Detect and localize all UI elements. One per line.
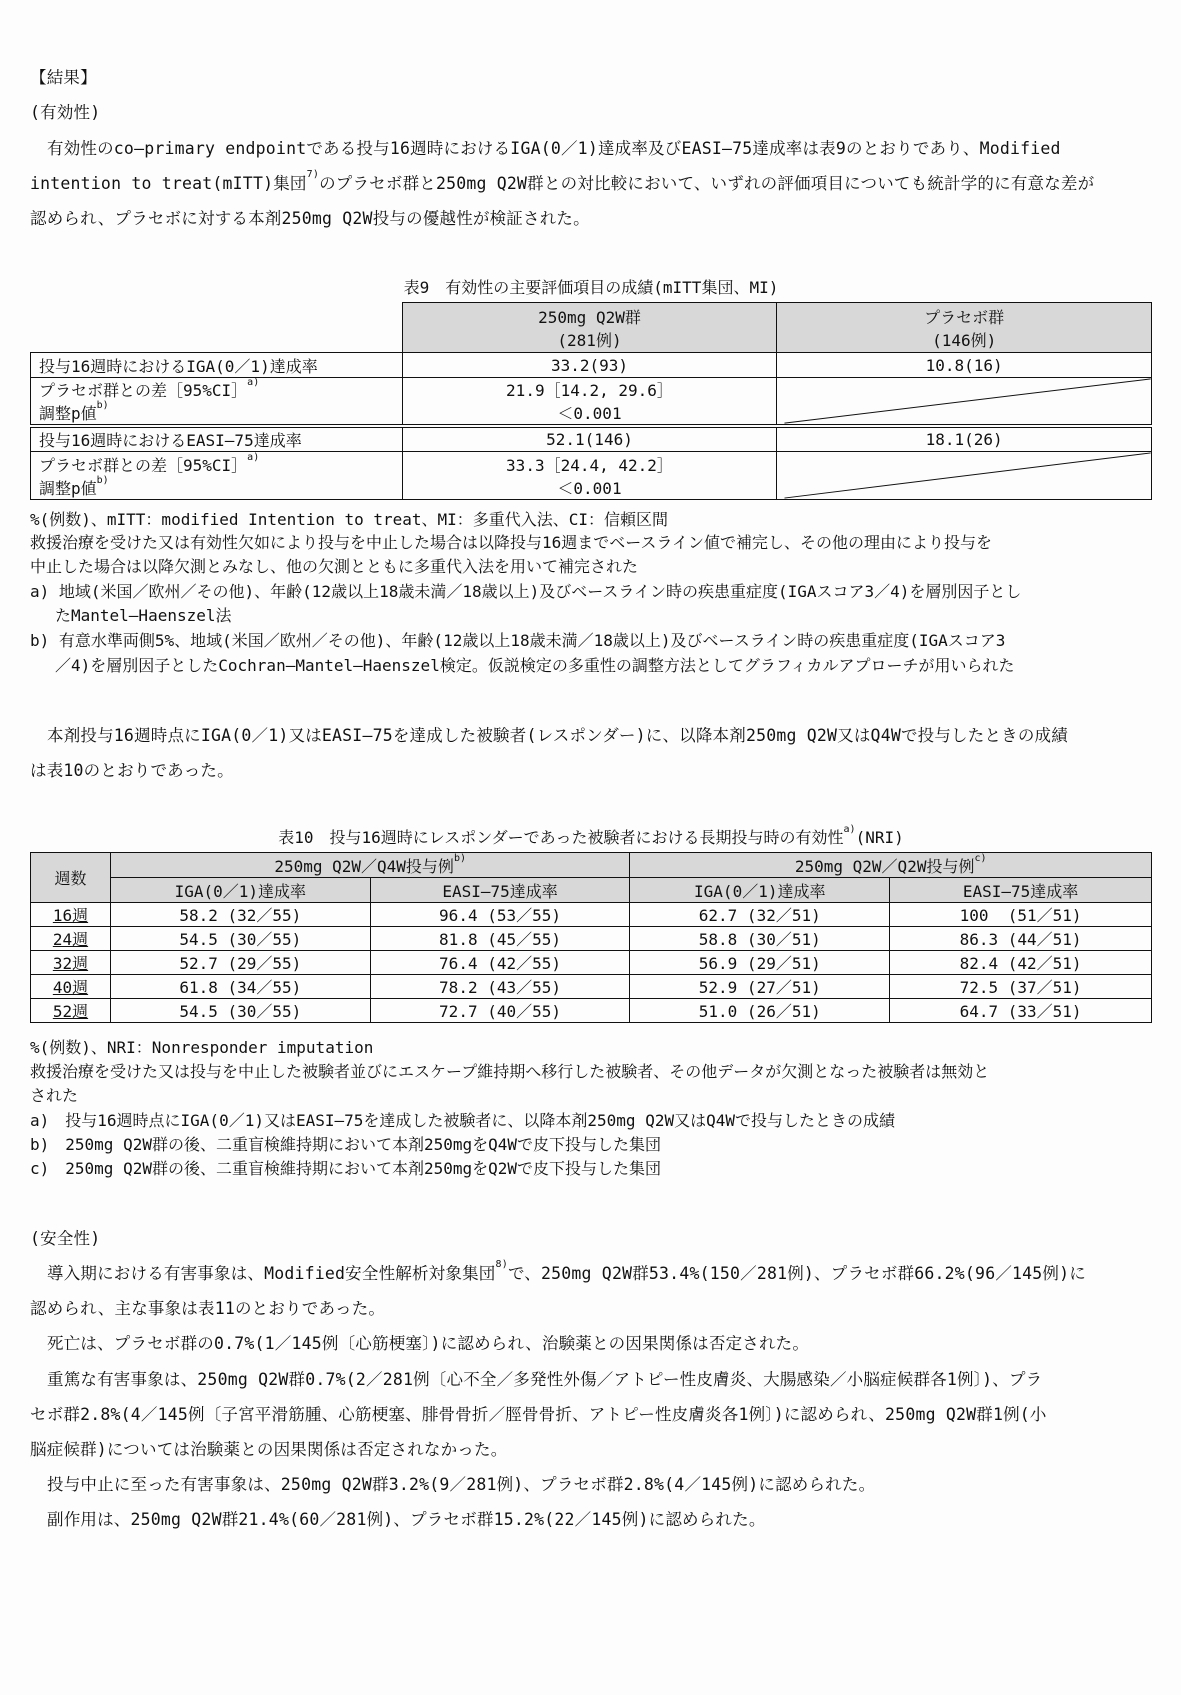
serious-ae-line3: 脳症候群)については治験薬との因果関係は否定されなかった。: [30, 1440, 508, 1459]
table-row: プラセボ群との差［95%CI］$^{a)}$ 調整p値$^{b)}$ 33.3［24.4, 42.2］ ＜0.001: [31, 452, 1152, 500]
table-row: プラセボ群との差［95%CI］$^{a)}$ 調整p値$^{b)}$ 21.9［14.2, 29.6］ ＜0.001: [31, 378, 1152, 427]
table9-footnote-a: a) 地域(米国／欧州／その他)、年齢(12歳以上18歳未満／18歳以上)及びベースライン時の疾患重症度(IGAスコア3／4)を層別因子とし: [30, 582, 1022, 601]
table9-note: %(例数)、mITT：modified Intention to treat、MI：多重代入法、CI：信頼区間: [30, 510, 669, 529]
death-paragraph: 死亡は、プラセボ群の0.7%(1／145例〔心筋梗塞〕)に認められ、治験薬との因果関係は否定された。: [47, 1334, 810, 1353]
table9-footnote-b-cont: ／4)を層別因子としたCochran—Mantel—Haenszel検定。仮説検定の多重性の調整方法としてグラフィカルアプローチが用いられた: [55, 656, 1015, 675]
table10-group-header-q2w: 250mg Q2W／Q2W投与例$^{c)}$: [630, 853, 1152, 878]
table9-note: 中止した場合は以降欠測とみなし、他の欠測とともに多重代入法を用いて補完された: [30, 557, 639, 576]
table10-footnote-c: c) 250mg Q2W群の後、二重盲検維持期において本剤250mgをQ2Wで皮下投与した集団: [30, 1159, 662, 1178]
safety-paragraph-line2: 認められ、主な事象は表11のとおりであった。: [30, 1299, 386, 1318]
serious-ae-line1: 重篤な有害事象は、250mg Q2W群0.7%(2／281例〔心不全／多発性外傷／アトピー性皮膚炎、大腸感染／小脳症候群各1例〕)、プラ: [47, 1370, 1043, 1389]
table9-footnote-a-cont: たMantel—Haenszel法: [55, 606, 232, 625]
serious-ae-line2: セボ群2.8%(4／145例〔子宮平滑筋腫、心筋梗塞、腓骨骨折／脛骨骨折、アトピー性皮膚炎各1例〕)に認められ、250mg Q2W群1例(小: [30, 1405, 1047, 1424]
table10-note: %(例数)、NRI：Nonresponder imputation: [30, 1038, 374, 1057]
table-row: 32週 52.7 (29／55) 76.4 (42／55) 56.9 (29／51) 82.4 (42／51): [31, 951, 1152, 975]
diagonal-empty-cell: [777, 452, 1152, 500]
table10-footnote-a: a) 投与16週時点にIGA(0／1)又はEASI—75を達成した被験者に、以降本剤250mg Q2W又はQ4Wで投与したときの成績: [30, 1111, 895, 1130]
table9-empty-corner: [31, 303, 403, 353]
table-row: 16週 58.2 (32／55) 96.4 (53／55) 62.7 (32／51) 100 (51／51): [31, 903, 1152, 927]
discontinuation-paragraph: 投与中止に至った有害事象は、250mg Q2W群3.2%(9／281例)、プラセボ群2.8%(4／145例)に認められた。: [47, 1475, 876, 1494]
table10: 週数 250mg Q2W／Q4W投与例$^{b)}$ 250mg Q2W／Q2W投与例$^{c)}$ IGA(0／1)達成率 EASI—75達成率 IGA(0／1)達成率 EASI—75達成率 16週 58.2 (32／55) 96.4 (53／55) 62.7 (32／51) 100 (51／51) 24週 54.5 (30／55) 81.8 (45／55) 58.8 (30／51) 86.3 (44／51) 32週 52.7 (29／55) 76.4 (42／55) 56.9 (29／51) 82.4 (42／51) 40週 61.8 (34／55) 78.2 (43／55) 52.9 (27／51) 72.5 (37／51) 52週 54.5 (30／55) 72.7 (40／55) 51.0 (26／51) 64.7 (33／51): [30, 852, 1152, 1023]
table-row: 投与16週時におけるEASI—75達成率 52.1(146) 18.1(26): [31, 426, 1152, 452]
table10-note: 救援治療を受けた又は投与を中止した被験者並びにエスケープ維持期へ移行した被験者、その他データが欠測となった被験者は無効と: [30, 1062, 990, 1081]
table9-header-active: 250mg Q2W群 (281例): [402, 303, 777, 353]
diagonal-empty-cell: [777, 378, 1152, 427]
safety-heading: (安全性): [30, 1229, 101, 1248]
adverse-reaction-paragraph: 副作用は、250mg Q2W群21.4%(60／281例)、プラセボ群15.2%(22／145例)に認められた。: [47, 1510, 766, 1529]
table10-group-header-q4w: 250mg Q2W／Q4W投与例$^{b)}$: [110, 853, 629, 878]
table9-caption: 表9 有効性の主要評価項目の成績(mITT集団、MI): [403, 278, 779, 297]
responder-paragraph-line1: 本剤投与16週時点にIGA(0／1)又はEASI—75を達成した被験者(レスポンダー)に、以降本剤250mg Q2W又はQ4Wで投与したときの成績: [47, 726, 1068, 745]
table9-header-placebo: プラセボ群 (146例): [777, 303, 1152, 353]
table9: [30, 302, 1152, 500]
table9-footnote-b: b) 有意水準両側5%、地域(米国／欧州／その他)、年齢(12歳以上18歳未満／18歳以上)及びベースライン時の疾患重症度(IGAスコア3: [30, 631, 1006, 650]
efficacy-paragraph-line3: 認められ、プラセボに対する本剤250mg Q2W投与の優越性が検証された。: [30, 209, 590, 228]
reference-mark: 7): [306, 169, 320, 180]
table-row: 投与16週時におけるIGA(0／1)達成率 33.2(93) 10.8(16): [31, 353, 1152, 378]
table-row: 24週 54.5 (30／55) 81.8 (45／55) 58.8 (30／51) 86.3 (44／51): [31, 927, 1152, 951]
responder-paragraph-line2: は表10のとおりであった。: [30, 761, 234, 780]
table-row: 40週 61.8 (34／55) 78.2 (43／55) 52.9 (27／51) 72.5 (37／51): [31, 975, 1152, 999]
table10-caption: 表10 投与16週時にレスポンダーであった被験者における長期投与時の有効性$^{a)}$(NRI): [278, 824, 904, 847]
efficacy-heading: (有効性): [30, 103, 101, 122]
table10-footnote-b: b) 250mg Q2W群の後、二重盲検維持期において本剤250mgをQ4Wで皮下投与した集団: [30, 1135, 662, 1154]
table9-note: 救援治療を受けた又は有効性欠如により投与を中止した場合は以降投与16週までベースライン値で補完し、その他の理由により投与を: [30, 533, 992, 552]
safety-paragraph-line1: 導入期における有害事象は、Modified安全性解析対象集団$^{8)}$で、250mg Q2W群53.4%(150／281例)、プラセボ群66.2%(96／145例)に: [47, 1259, 1086, 1283]
table10-note: された: [30, 1086, 79, 1105]
table10-week-header: 週数: [31, 853, 111, 903]
section-title: 【結果】: [30, 68, 97, 87]
table-row: 52週 54.5 (30／55) 72.7 (40／55) 51.0 (26／51) 64.7 (33／51): [31, 999, 1152, 1023]
efficacy-paragraph-line1: 有効性のco—primary endpointである投与16週時におけるIGA(0／1)達成率及びEASI—75達成率は表9のとおりであり、Modified: [47, 139, 1061, 158]
efficacy-paragraph-line2: intention to treat(mITT)集団$^{7)}$のプラセボ群と250mg Q2W群との対比較において、いずれの評価項目についても統計学的に有意な差が: [30, 169, 1095, 193]
